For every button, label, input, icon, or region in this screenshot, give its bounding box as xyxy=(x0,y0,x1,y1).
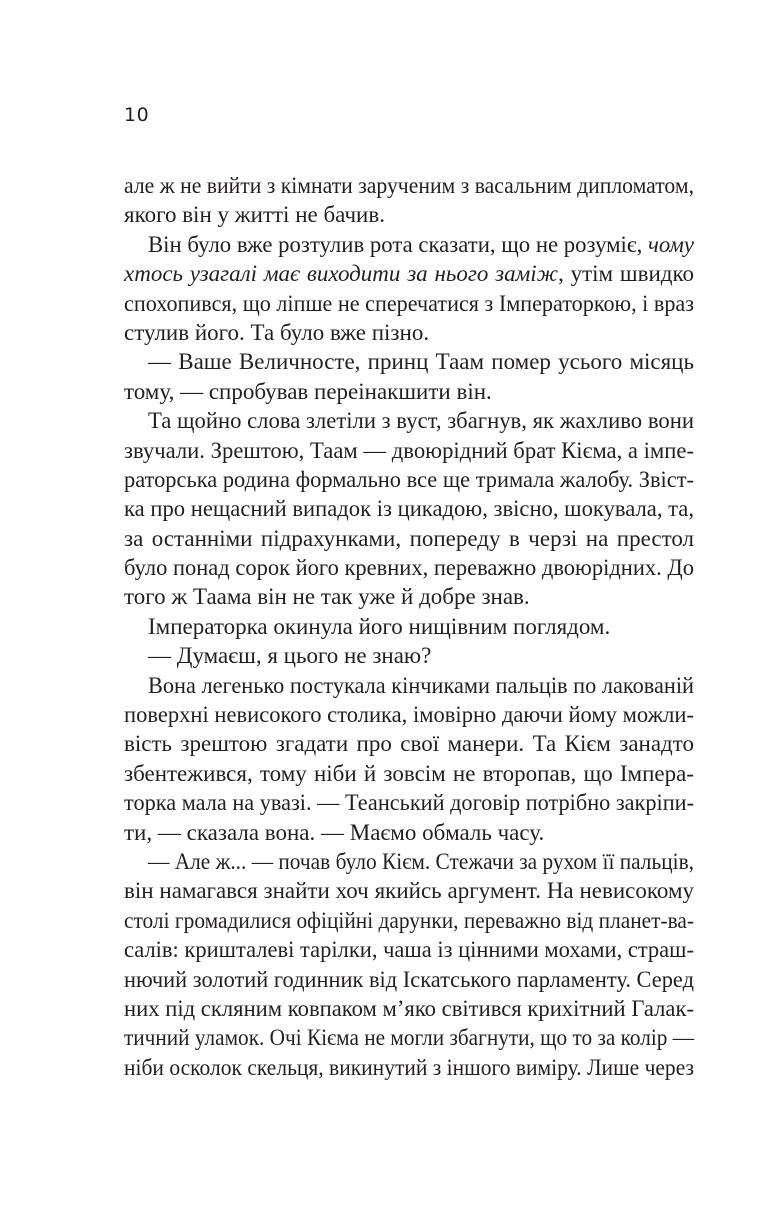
text-line xyxy=(124,494,694,523)
text-line xyxy=(124,436,694,465)
text-line xyxy=(124,1053,694,1082)
text-line xyxy=(124,465,694,494)
line-text: якого він у житті не бачив. xyxy=(124,202,385,228)
line-text: спохопився, що ліпше не сперечатися з Імператоркою, і враз xyxy=(124,290,694,316)
text-line xyxy=(124,994,694,1023)
emphasis-text: хтось узагалі має виходити за нього заміж xyxy=(124,261,559,287)
line-text: ка про нещасний випадок із цикадою, звісно, шокувала, та, xyxy=(124,496,694,522)
text-line xyxy=(124,377,694,406)
text-line xyxy=(124,788,694,817)
text-line xyxy=(124,230,694,259)
text-line xyxy=(124,553,694,582)
emphasis-text: чому xyxy=(648,231,694,257)
line-text: за останніми підрахунками, попереду в черзі на престол xyxy=(124,525,694,551)
line-text: Вона легенько постукала кінчиками пальців по лакованій xyxy=(148,672,694,698)
line-text: збентежився, тому ніби й зовсім не второпав, що Імпера- xyxy=(124,760,694,786)
line-text: нючий золотий годинник від Іскатського парламенту. Серед xyxy=(124,966,694,992)
text-line xyxy=(124,700,694,729)
line-text: торка мала на увазі. — Теанський договір потрібно закріпи- xyxy=(124,790,694,816)
line-text: Та щойно слова злетіли з вуст, збагнув, як жахливо вони xyxy=(148,408,694,434)
line-text: стулив його. Та було вже пізно. xyxy=(124,319,430,345)
line-text: але ж не вийти з кімнати зарученим з васальним дипломатом, xyxy=(124,173,694,198)
text-line xyxy=(124,259,694,288)
line-text: раторська родина формально все ще тримала жалобу. Звіст- xyxy=(124,466,694,492)
text-line xyxy=(124,671,694,700)
text-line xyxy=(124,318,694,347)
text-line xyxy=(124,582,694,611)
text-line xyxy=(124,759,694,788)
line-text: — Ваше Величносте, принц Таам помер усього місяць xyxy=(148,349,694,375)
text-line xyxy=(124,906,694,935)
text-line xyxy=(124,965,694,994)
line-text: Імператорка окинула його нищівним поглядом. xyxy=(148,613,611,639)
text-line xyxy=(124,876,694,905)
line-text: звучали. Зрештою, Таам — двоюрідний брат Кієма, а імпе- xyxy=(124,437,694,463)
line-text: тичний уламок. Очі Кієма не могли збагнути, що то за колір — xyxy=(124,1025,694,1051)
line-text: ти, — сказала вона. — Маємо обмаль часу. xyxy=(124,819,545,845)
line-text: , утім швидко xyxy=(558,261,694,287)
line-text: салів: кришталеві тарілки, чаша із цінними мохами, страш- xyxy=(124,937,694,963)
text-line xyxy=(124,935,694,964)
text-line xyxy=(124,347,694,376)
text-line xyxy=(124,729,694,758)
text-line xyxy=(124,171,694,200)
text-line xyxy=(124,200,694,229)
line-text: них під скляним ковпаком м’яко світився крихітний Галак- xyxy=(124,995,694,1021)
text-line xyxy=(124,818,694,847)
line-text: поверхні невисокого столика, імовірно даючи йому можли- xyxy=(124,702,694,728)
text-line xyxy=(124,524,694,553)
text-line xyxy=(124,1023,694,1052)
text-line xyxy=(124,847,694,876)
line-text: вість зрештою згадати про свої манери. Та Кієм занадто xyxy=(124,731,694,757)
line-text: було понад сорок його кревних, переважно двоюрідних. До xyxy=(124,555,694,581)
text-line xyxy=(124,406,694,435)
line-text: тому, — спробував переінакшити він. xyxy=(124,378,492,404)
text-line xyxy=(124,289,694,318)
line-text: — Думаєш, я цього не знаю? xyxy=(148,643,432,669)
line-text: він намагався знайти хоч якийсь аргумент. На невисокому xyxy=(124,878,694,904)
line-text: — Але ж... — почав було Кієм. Стежачи за рухом її пальців, xyxy=(148,848,694,874)
body-text xyxy=(124,171,694,1082)
line-text: Він було вже розтулив рота сказати, що не розуміє, xyxy=(148,231,649,257)
page-number: 10 xyxy=(124,104,150,126)
line-text: ніби осколок скельця, викинутий з іншого виміру. Лише через xyxy=(124,1054,694,1080)
text-line xyxy=(124,612,694,641)
line-text: того ж Таама він не так уже й добре знав. xyxy=(124,584,530,610)
text-line xyxy=(124,641,694,670)
line-text: столі громадилися офіційні дарунки, переважно від планет-ва- xyxy=(124,907,694,933)
